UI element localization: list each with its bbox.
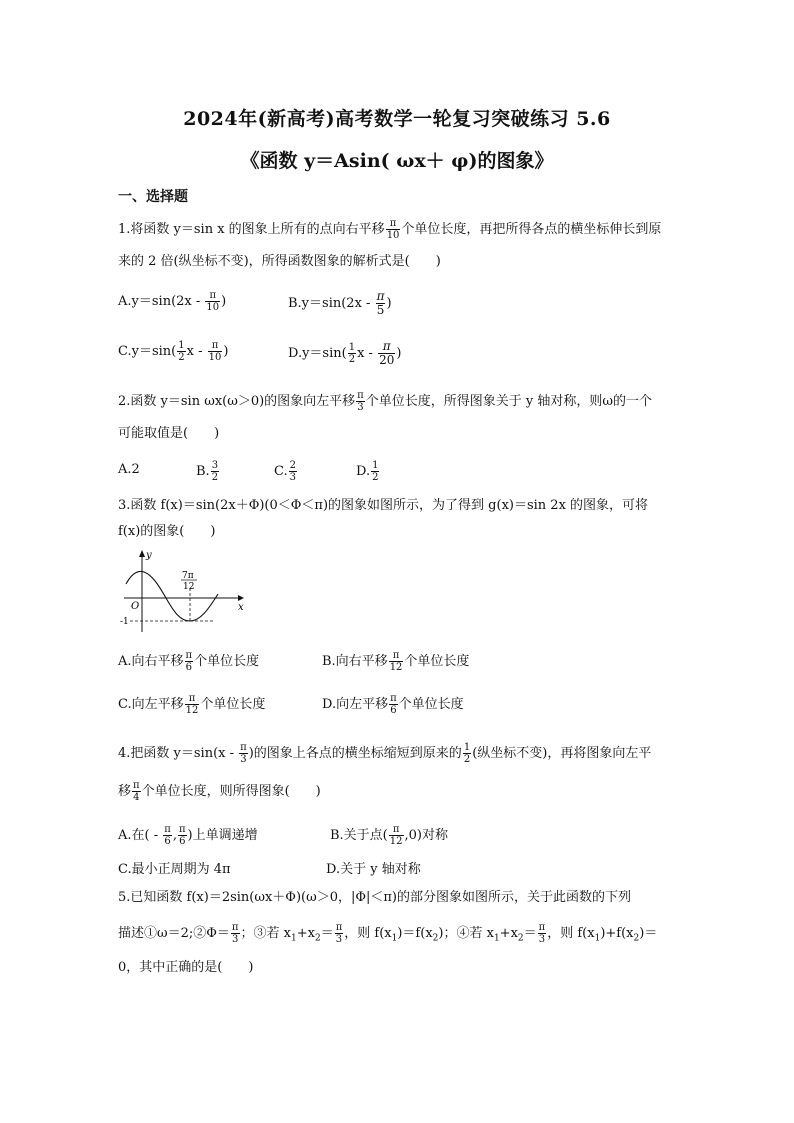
q5-stem-line3: 0，其中正确的是( ) bbox=[118, 960, 254, 975]
fraction: $\frac{\pi}{10}$ bbox=[386, 218, 400, 241]
graph-x-label: x bbox=[238, 602, 244, 613]
doc-title: 2024年(新高考)高考数学一轮复习突破练习 5.6 bbox=[183, 108, 611, 130]
q2-option-d[interactable]: D. $\frac{1}{2}$ bbox=[356, 460, 379, 483]
section-heading: 一、选择题 bbox=[118, 189, 188, 205]
q3-option-c[interactable]: C.向左平移 $\frac{\pi}{12}$ 个单位长度 bbox=[118, 693, 266, 716]
q4-stem-line2: 移 $\frac{\pi}{4}$ 个单位长度，则所得图象( ) bbox=[118, 780, 321, 803]
q5-stem-line2: 描述①ω＝2;②Φ＝ $\frac{\pi}{3}$ ；③若 $x_1+x_2=$ $\frac{\pi}{3}$ ，则 $f(x_1)=f(x_2)$；④若 $x_1+x_2=$ $\frac{\pi}{3}$ ，则 $f(x_1)+f(x_2)=$ bbox=[118, 922, 658, 945]
q1-option-b[interactable]: B.y＝sin(2x - $\frac{\pi}{5}$ ) bbox=[288, 289, 392, 317]
q2-option-c[interactable]: C. $\frac{2}{3}$ bbox=[274, 460, 296, 483]
graph-y-label: y bbox=[146, 550, 152, 561]
doc-subtitle: 《函数 y＝Asin( ωx＋ φ)的图象》 bbox=[240, 150, 554, 172]
q2-option-b[interactable]: B. $\frac{3}{2}$ bbox=[196, 460, 219, 483]
q4-option-a[interactable]: A.在( - $\frac{\pi}{6}$ , $\frac{\pi}{6}$ )上单调递增 bbox=[118, 824, 258, 847]
q3-stem-line1: 3.函数 f(x)＝sin(2x＋Φ)(0＜Φ＜π)的图象如图所示，为了得到 g(x)＝sin 2x 的图象，可将 bbox=[118, 498, 649, 513]
q4-option-c[interactable]: C.最小正周期为 4π bbox=[118, 862, 231, 877]
q1-option-a[interactable]: A.y＝sin(2x - $\frac{\pi}{10}$ ) bbox=[118, 290, 227, 313]
q3-option-a[interactable]: A.向右平移 $\frac{\pi}{6}$ 个单位长度 bbox=[118, 650, 260, 673]
q4-option-d[interactable]: D.关于 y 轴对称 bbox=[326, 862, 421, 877]
q3-option-b[interactable]: B.向右平移 $\frac{\pi}{12}$ 个单位长度 bbox=[322, 650, 470, 673]
q3-sine-graph bbox=[118, 548, 248, 636]
q2-stem-line2: 可能取值是( ) bbox=[118, 426, 220, 441]
q1-option-d[interactable]: D.y＝sin( $\frac{1}{2}$ x - $\frac{\pi}{20}$ ) bbox=[288, 339, 402, 367]
graph-origin: O bbox=[131, 601, 140, 612]
q2-stem-line1: 2.函数 y＝sin ωx(ω＞0)的图象向左平移 $\frac{\pi}{3}$ 个单位长度，所得图象关于 y 轴对称，则ω的一个 bbox=[118, 390, 652, 413]
graph-mark-numerator: 7π bbox=[182, 571, 194, 581]
q5-stem-line1: 5.已知函数 f(x)＝2sin(ωx＋Φ)(ω＞0，|Φ|＜π)的部分图象如图所示，关于此函数的下列 bbox=[118, 890, 632, 905]
q1-stem-line2: 来的 2 倍(纵坐标不变)，所得函数图象的解析式是( ) bbox=[118, 254, 441, 269]
q3-stem-line2: f(x)的图象( ) bbox=[118, 524, 216, 539]
graph-minus-one: -1 bbox=[120, 617, 129, 627]
q1-stem-line1: 1.将函数 y＝sin x 的图象上所有的点向右平移 $\frac{\pi}{10}$ 个单位长度，再把所得各点的横坐标伸长到原 bbox=[118, 218, 662, 241]
q4-stem-line1: 4.把函数 y＝sin(x - $\frac{\pi}{3}$ )的图象上各点的横坐标缩短到原来的 $\frac{1}{2}$ (纵坐标不变)，再将图象向左平 bbox=[118, 742, 652, 765]
q1-option-c[interactable]: C.y＝sin( $\frac{1}{2}$ x - $\frac{\pi}{10}$ ) bbox=[118, 340, 229, 363]
graph-mark-denominator: 12 bbox=[183, 582, 195, 592]
q2-option-a[interactable]: A.2 bbox=[118, 462, 140, 477]
q4-option-b[interactable]: B.关于点( $\frac{\pi}{12}$ ,0)对称 bbox=[330, 824, 448, 847]
q3-option-d[interactable]: D.向左平移 $\frac{\pi}{6}$ 个单位长度 bbox=[322, 693, 464, 716]
